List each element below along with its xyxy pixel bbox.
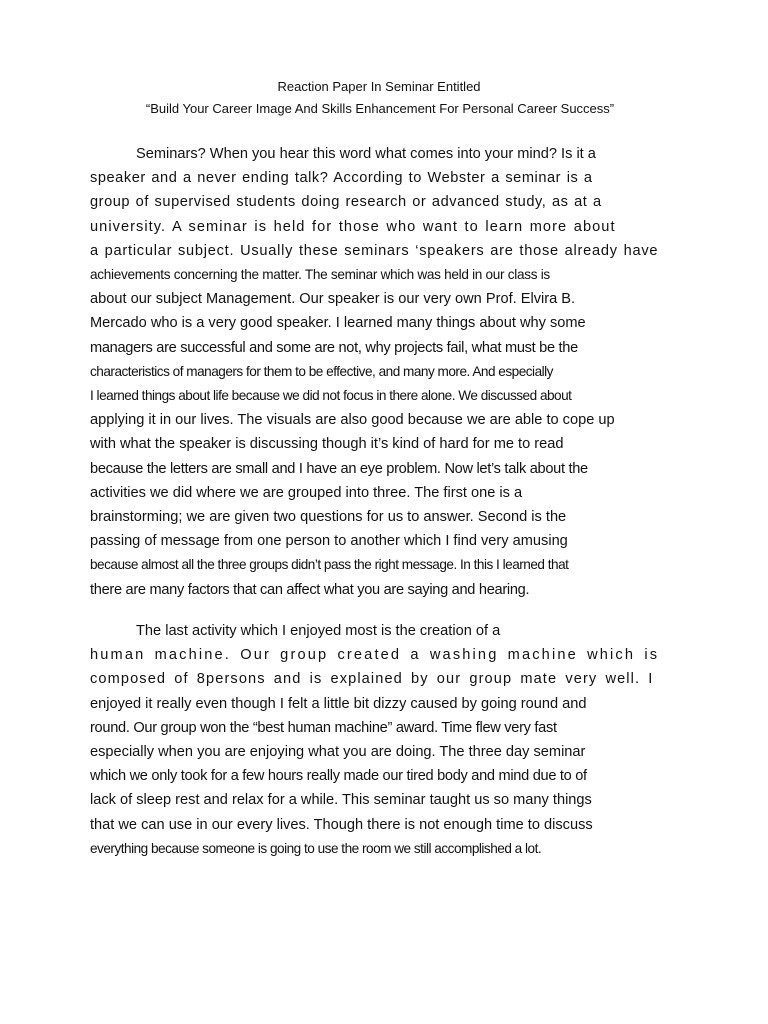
subtitle-line: “Build Your Career Image And Skills Enhancement For Personal Career Success” — [145, 101, 615, 116]
document-title — [0, 76, 768, 120]
text-line: lack of sleep rest and relax for a while. This seminar taught us so many things — [90, 792, 592, 809]
text-line: managers are successful and some are not, why projects fail, what must be the — [90, 339, 578, 356]
text-line: applying it in our lives. The visuals are also good because we are able to cope up — [90, 412, 615, 429]
text-line: I learned things about life because we did not focus in there alone. We discussed about — [90, 388, 572, 404]
text-line: characteristics of managers for them to be effective, and many more. And especially — [90, 363, 553, 379]
text-line: achievements concerning the matter. The seminar which was held in our class is — [90, 267, 550, 283]
text-line: there are many factors that can affect what you are saying and hearing. — [90, 581, 530, 598]
text-line: because almost all the three groups didn’t pass the right message. In this I learned that — [90, 557, 569, 573]
paragraph-2 — [90, 619, 680, 861]
text-line: brainstorming; we are given two questions for us to answer. Second is the — [90, 509, 567, 526]
text-line: a particular subject. Usually these seminars ‘speakers are those already have — [90, 242, 659, 259]
text-line: with what the speaker is discussing though it’s kind of hard for me to read — [90, 436, 564, 453]
text-line: because the letters are small and I have an eye problem. Now let’s talk about the — [90, 460, 588, 477]
text-line: Seminars? When you hear this word what comes into your mind? Is it a — [136, 146, 596, 162]
text-line: composed of 8persons and is explained by our group mate very well. I — [90, 671, 654, 688]
text-line: activities we did where we are grouped into three. The first one is a — [90, 484, 523, 501]
text-line: Mercado who is a very good speaker. I learned many things about why some — [90, 315, 586, 332]
text-line: passing of message from one person to another which I find very amusing — [90, 533, 568, 550]
text-line: round. Our group won the “best human machine” award. Time flew very fast — [90, 719, 557, 736]
text-line: The last activity which I enjoyed most is the creation of a — [136, 623, 501, 639]
text-line: human machine. Our group created a washing machine which is — [90, 647, 660, 664]
text-line: enjoyed it really even though I felt a little bit dizzy caused by going round and — [90, 695, 587, 712]
text-line: group of supervised students doing research or advanced study, as at a — [90, 194, 602, 211]
text-line: about our subject Management. Our speaker is our very own Prof. Elvira B. — [90, 291, 576, 308]
text-line: especially when you are enjoying what you are doing. The three day seminar — [90, 744, 586, 761]
text-line: university. A seminar is held for those who want to learn more about — [90, 218, 616, 235]
text-line: speaker and a never ending talk? According to Webster a seminar is a — [90, 170, 593, 187]
text-line: everything because someone is going to use the room we still accomplished a lot. — [90, 840, 542, 856]
text-line: which we only took for a few hours really made our tired body and mind due to of — [90, 768, 587, 785]
text-line: that we can use in our every lives. Though there is not enough time to discuss — [90, 816, 593, 833]
paragraph-1 — [90, 142, 680, 602]
title-line: Reaction Paper In Seminar Entitled — [277, 79, 481, 94]
